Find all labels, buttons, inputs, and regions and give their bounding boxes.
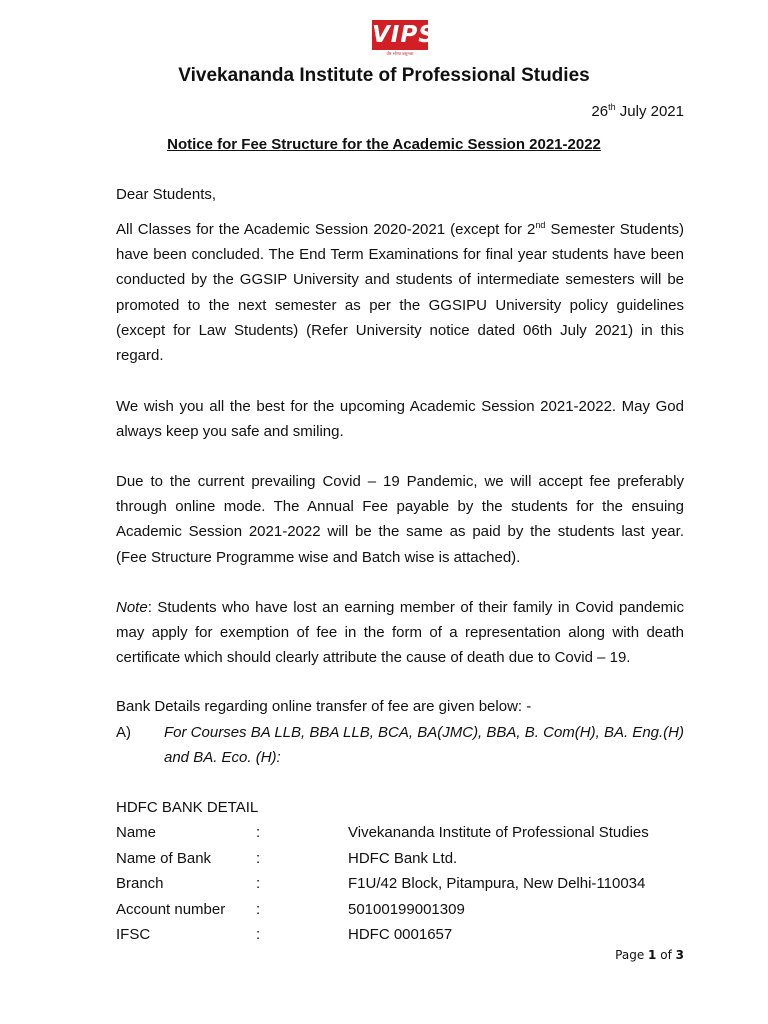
bank-row-value: Vivekananda Institute of Professional Studies — [348, 824, 649, 841]
bank-row-colon: : — [256, 824, 261, 841]
bank-row-colon: : — [256, 849, 261, 867]
page-current: 1 — [648, 948, 657, 962]
para1-text-b: Semester Students) have been concluded. The End Term Examinations for final year students have been conducted by the GGSIP University and students of intermediate semesters will be promoted to the next semester as per the GGSIPU University policy guidelines (except for Law Students) (Refer University notice dated 06th July 2021) in this regard. — [116, 221, 684, 365]
bank-row-value: 50100199001309 — [348, 900, 465, 918]
logo-tagline: वीर भोग्या वसुन्धरा — [386, 51, 414, 56]
bank-row-label: Name of Bank — [116, 849, 212, 867]
page-number — [615, 946, 684, 964]
page-of-word: of — [660, 948, 672, 962]
bank-details-table — [116, 820, 684, 948]
paragraph-fee-payment: Due to the current prevailing Covid – 19 Pandemic, we will accept fee preferably through online mode. The Annual Fee payable by the students for the ensuing Academic Session 2021-2022 will be the same as paid by the students last year. (Fee Structure Programme wise and Batch wise is attached). — [116, 473, 684, 566]
note-text: : Students who have lost an earning member of their family in Covid pandemic may apply for exemption of fee in the form of a representation along with death certificate which should clearly attribute the cause of death due to Covid – 19. — [116, 599, 684, 667]
paragraph-best-wishes: We wish you all the best for the upcoming Academic Session 2021-2022. May God always keep you safe and smiling. — [116, 398, 684, 441]
section-a-courses: For Courses BA LLB, BBA LLB, BCA, BA(JMC), BBA, B. Com(H), BA. Eng.(H) and BA. Eco. (H): — [164, 724, 684, 767]
bank-row-colon: : — [256, 900, 261, 918]
bank-heading: HDFC BANK DETAIL — [116, 799, 259, 816]
note-label: Note — [116, 599, 148, 616]
date-day: 26 — [591, 103, 609, 120]
paragraph-session-conclusion — [116, 217, 684, 368]
bank-row-value: F1U/42 Block, Pitampura, New Delhi-110034 — [348, 875, 646, 892]
bank-row-value: HDFC Bank Ltd. — [348, 849, 458, 867]
vips-logo — [372, 20, 436, 66]
logo-mark: VIPS — [372, 22, 436, 48]
notice-date — [591, 101, 684, 123]
para1-text-a: All Classes for the Academic Session 2020-2021 (except for 2 — [116, 221, 536, 238]
notice-title: Notice for Fee Structure for the Academic Session 2021-2022 — [167, 136, 601, 153]
bank-row-colon: : — [256, 875, 261, 892]
bank-row-label: Account number — [116, 900, 226, 918]
bank-row-branch — [116, 871, 684, 897]
page-word: Page — [615, 948, 645, 962]
institute-name: Vivekananda Institute of Professional Studies — [178, 65, 590, 86]
date-suffix: th — [608, 102, 616, 112]
para1-sup: nd — [535, 220, 546, 230]
date-rest: July 2021 — [619, 103, 684, 120]
page-total: 3 — [675, 948, 684, 962]
bank-row-label: Name — [116, 824, 157, 841]
salutation: Dear Students, — [116, 186, 217, 203]
bank-row-name — [116, 820, 684, 846]
bank-row-label: IFSC — [116, 926, 151, 943]
bank-row-label: Branch — [116, 875, 164, 892]
bank-row-colon: : — [256, 926, 261, 943]
section-a — [116, 720, 684, 770]
bank-row-value: HDFC 0001657 — [348, 926, 453, 943]
paragraph-covid-note — [116, 595, 684, 671]
bank-row-ifsc — [116, 922, 684, 948]
bank-row-bank-name — [116, 846, 684, 872]
section-a-letter: A) — [116, 724, 131, 741]
bank-details-intro: Bank Details regarding online transfer of fee are given below: - — [116, 698, 532, 715]
bank-row-account-number — [116, 897, 684, 923]
